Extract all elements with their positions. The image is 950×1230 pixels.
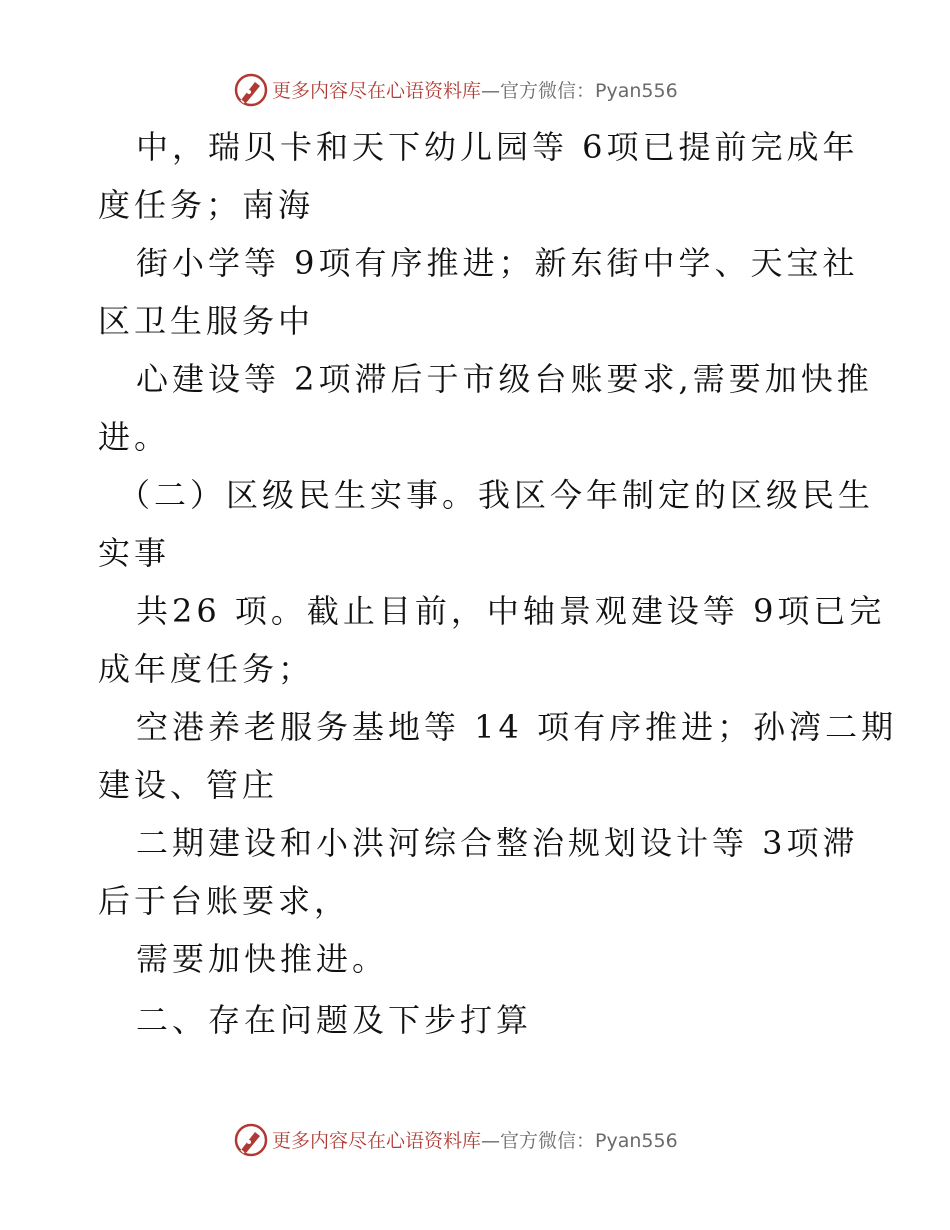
section-heading: 二、存在问题及下步打算	[136, 1001, 533, 1039]
text-line-4: 区卫生服务中	[98, 302, 315, 340]
text-line-8: 实事	[98, 534, 171, 572]
text-line-14: 后于台账要求，	[98, 882, 351, 920]
text-line-2: 度任务；南海	[98, 186, 315, 224]
text-line-5: 心建设等 2项滞后于市级台账要求,需要加快推	[136, 360, 873, 398]
text-line-9: 共26 项。截止目前，中轴景观建设等 9项已完	[136, 592, 886, 630]
text-line-13: 二期建设和小洪河综合整治规划设计等 3项滞	[136, 824, 859, 862]
footer-dash: —	[481, 1130, 501, 1152]
header-banner-text	[272, 76, 678, 103]
header-banner	[0, 70, 950, 110]
header-brand-text: 更多内容尽在心语资料库	[272, 80, 482, 102]
text-line-1: 中，瑞贝卡和天下幼儿园等 6项已提前完成年	[136, 128, 859, 166]
header-dash: —	[481, 80, 501, 102]
footer-wechat-text: 官方微信：Pyan556	[500, 1130, 678, 1152]
text-line-3: 街小学等 9项有序推进；新东街中学、天宝社	[136, 244, 859, 282]
text-line-6: 进。	[98, 418, 171, 456]
footer-banner	[0, 1120, 950, 1160]
text-line-15: 需要加快推进。	[136, 940, 389, 978]
text-line-10: 成年度任务；	[98, 650, 315, 688]
text-line-12: 建设、管庄	[98, 766, 279, 804]
text-line-11: 空港养老服务基地等 14 项有序推进；孙湾二期	[136, 708, 898, 746]
footer-banner-text	[272, 1126, 678, 1153]
header-wechat-text: 官方微信：Pyan556	[500, 80, 678, 102]
footer-brand-text: 更多内容尽在心语资料库	[272, 1130, 482, 1152]
text-line-7: （二）区级民生实事。我区今年制定的区级民生	[118, 476, 875, 514]
pen-logo-icon	[233, 1122, 269, 1158]
pen-logo-icon	[233, 72, 269, 108]
